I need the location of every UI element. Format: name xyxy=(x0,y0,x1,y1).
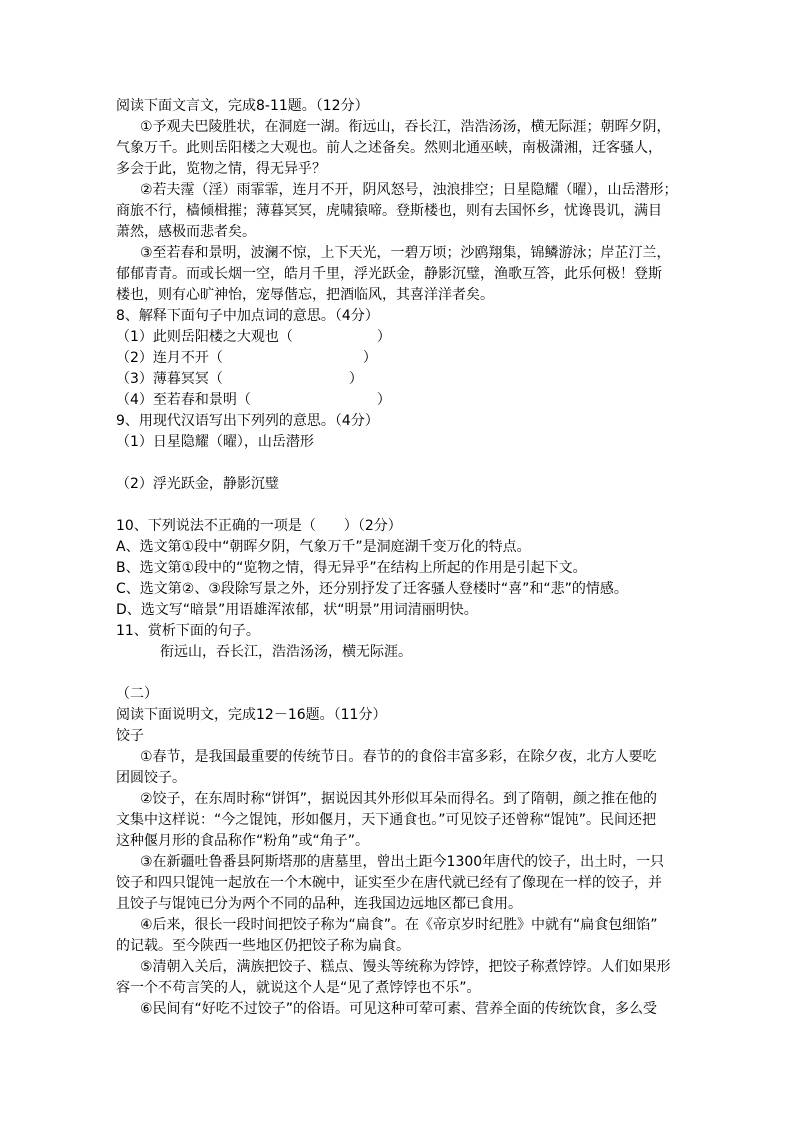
text-line: 阅读下面说明文，完成12－16题。（11分） xyxy=(116,707,387,723)
section-shuomingwen-reading-12-16 xyxy=(116,684,682,1020)
text-line: 饺子 xyxy=(116,728,144,744)
text-line: （二） xyxy=(116,686,158,702)
text-line: 的记载。至今陕西一些地区仍把饺子称为扁食。 xyxy=(116,938,410,954)
blank-line xyxy=(116,453,682,474)
text-line: ①春节，是我国最重要的传统节日。春节的的食俗丰富多彩，在除夕夜，北方人要吃 xyxy=(140,749,657,765)
text-line: （2）浮光跃金，静影沉璧 xyxy=(116,476,279,492)
text-line: 商旅不行，樯倾楫摧；薄暮冥冥，虎啸猿啼。登斯楼也，则有去国怀乡，忧谗畏讥，满目 xyxy=(116,203,662,219)
text-line: ⑤清朝入关后，满族把饺子、糕点、馒头等统称为饽饽，把饺子称煮饽饽。人们如果形 xyxy=(140,959,671,975)
section-wenyanwen-reading-8-11 xyxy=(116,96,682,684)
text-line: ④后来，很长一段时间把饺子称为“扁食”。在《帝京岁时纪胜》中就有“扁食包细馅” xyxy=(140,917,658,933)
blank-line xyxy=(116,495,682,516)
text-line: B、选文第①段中的“览物之情，得无异乎”在结构上所起的作用是引起下文。 xyxy=(116,560,587,576)
text-line: 11、赏析下面的句子。 xyxy=(116,623,260,639)
text-line: 这种偃月形的食品称作“粉角”或“角子”。 xyxy=(116,833,370,849)
text-line: ①予观夫巴陵胜状，在洞庭一湖。衔远山，吞长江，浩浩汤汤，横无际涯；朝晖夕阴， xyxy=(140,119,671,135)
text-line: 萧然，感极而悲者矣。 xyxy=(116,224,256,240)
text-line: ③至若春和景明，波澜不惊，上下天光，一碧万顷；沙鸥翔集，锦鳞游泳；岸芷汀兰， xyxy=(140,245,671,261)
text-line: 楼也，则有心旷神怡，宠辱偕忘，把酒临风，其喜洋洋者矣。 xyxy=(116,287,494,303)
text-line: D、选文写“暗景”用语雄浑浓郁，状“明景”用词清丽明快。 xyxy=(116,602,478,618)
text-line: 阅读下面文言文，完成8-11题。（12分） xyxy=(116,98,369,114)
text-line: （2）连月不开（ ） xyxy=(116,350,377,366)
blank-line xyxy=(116,663,682,684)
text-line: 衔远山，吞长江，浩浩汤汤，横无际涯。 xyxy=(160,644,412,660)
text-line: 郁郁青青。而或长烟一空，皓月千里，浮光跃金，静影沉璧，渔歌互答，此乐何极！登斯 xyxy=(116,266,662,282)
text-line: （1）此则岳阳楼之大观也（ ） xyxy=(116,329,391,345)
text-line: （4）至若春和景明（ ） xyxy=(116,392,391,408)
text-line: 气象万千。此则岳阳楼之大观也。前人之述备矣。然则北通巫峡，南极潇湘，迁客骚人， xyxy=(116,140,662,156)
text-line: 文集中这样说：“今之馄饨，形如偃月，天下通食也。”可见饺子还曾称“馄饨”。民间还把 xyxy=(116,812,657,828)
exam-text xyxy=(116,96,682,1020)
text-line: 多会于此，览物之情，得无异乎？ xyxy=(116,161,326,177)
text-line: 团圆饺子。 xyxy=(116,770,186,786)
text-line: 9、用现代汉语写出下列列的意思。（4分） xyxy=(116,413,379,429)
text-line: 8、解释下面句子中加点词的意思。（4分） xyxy=(116,308,379,324)
text-line: 容一个不苟言笑的人，就说这个人是“见了煮饽饽也不乐”。 xyxy=(116,980,481,996)
text-line: A、选文第①段中“朝晖夕阴，气象万千”是洞庭湖千变万化的特点。 xyxy=(116,539,531,555)
text-line: 10、下列说法不正确的一项是（ ）（2分） xyxy=(116,518,402,534)
text-line: ②若夫霪（淫）雨霏霏，连月不开，阴风怒号，浊浪排空；日星隐耀（曜），山岳潜形； xyxy=(140,182,678,198)
text-line: ⑥民间有“好吃不过饺子”的俗语。可见这种可荤可素、营养全面的传统饮食，多么受 xyxy=(140,1001,658,1017)
text-line: ③在新疆吐鲁番县阿斯塔那的唐墓里，曾出土距今1300年唐代的饺子，出土时，一只 xyxy=(140,854,665,870)
text-line: （1）日星隐耀（曜），山岳潜形 xyxy=(116,434,314,450)
text-line: ②饺子，在东周时称“饼饵”，据说因其外形似耳朵而得名。到了隋朝，颜之推在他的 xyxy=(140,791,658,807)
text-line: 饺子和四只馄饨一起放在一个木碗中，证实至少在唐代就已经有了像现在一样的饺子，并 xyxy=(116,875,662,891)
text-line: 且饺子与馄饨已分为两个不同的品种，连我国边远地区都已食用。 xyxy=(116,896,522,912)
text-line: （3）薄暮冥冥（ ） xyxy=(116,371,363,387)
text-line: C、选文第②、③段除写景之外，还分别抒发了迁客骚人登楼时“喜”和“悲”的情感。 xyxy=(116,581,628,597)
